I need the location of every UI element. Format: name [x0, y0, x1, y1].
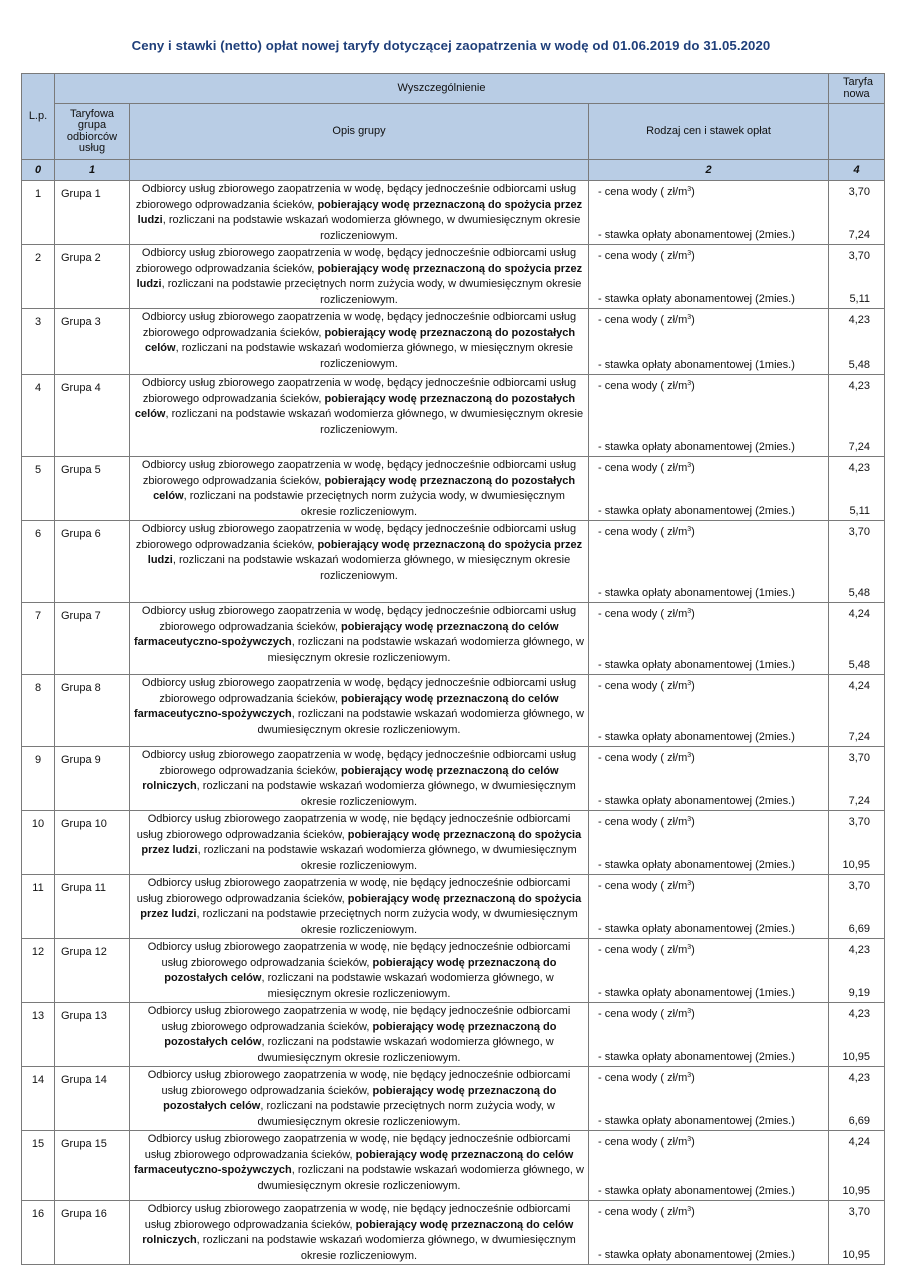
description-text: Odbiorcy usług zbiorowego zaopatrzenia w wodę, nie będący jednocześnie odbiorcami usług zbiorowego odprowadzania ścieków, — [147, 1069, 571, 1097]
row-rate-types — [589, 309, 829, 375]
price-value: 4,23 — [848, 944, 871, 956]
row-lp: 7 — [22, 603, 55, 675]
description-bold: pobierający wodę przeznaczoną do spożycia przez ludzi — [140, 892, 582, 920]
price-value: 3,70 — [848, 186, 871, 198]
row-lp: 8 — [22, 675, 55, 747]
fee-value: 5,48 — [848, 359, 871, 371]
row-group: Grupa 7 — [55, 603, 130, 675]
header-taryfa: Taryfa nowa — [829, 74, 885, 104]
header-lp: L.p. — [22, 74, 55, 160]
table-row — [22, 181, 885, 245]
price-value: 4,24 — [848, 680, 871, 692]
description-bold: pobierający wodę przeznaczoną do celów farmaceutyczno-spożywczych — [134, 620, 559, 648]
row-group: Grupa 15 — [55, 1131, 130, 1201]
fee-label: - stawka opłaty abonamentowej (2mies.) — [598, 731, 795, 743]
col-number-taryfa: 4 — [829, 160, 885, 181]
description-bold: pobierający wodę przeznaczoną do celów farmaceutyczno-spożywczych — [134, 692, 559, 720]
page-title: Ceny i stawki (netto) opłat nowej taryfy dotyczącej zaopatrzenia w wodę od 01.06.2019 do 31.05.2020 — [131, 38, 771, 53]
row-rate-types — [589, 1131, 829, 1201]
price-value: 4,23 — [848, 1008, 871, 1020]
tariff-table — [21, 73, 885, 1265]
description-text: Odbiorcy usług zbiorowego zaopatrzenia w wodę, nie będący jednocześnie odbiorcami usług zbiorowego odprowadzania ścieków, — [136, 877, 571, 905]
row-description — [130, 245, 589, 309]
row-values — [829, 1201, 885, 1265]
description-text-end: , rozliczani na podstawie przeciętnych norm zużycia wody, w dwumiesięcznym okresie rozliczeniowym. — [183, 490, 565, 518]
row-lp: 12 — [22, 939, 55, 1003]
price-value: 3,70 — [848, 816, 871, 828]
price-value: 4,23 — [848, 1072, 871, 1084]
row-lp: 4 — [22, 375, 55, 457]
header-opis: Opis grupy — [130, 104, 589, 160]
fee-label: - stawka opłaty abonamentowej (2mies.) — [598, 923, 795, 935]
description-text: Odbiorcy usług zbiorowego zaopatrzenia w wodę, będący jednocześnie odbiorcami usług zbiorowego odprowadzania ścieków, — [141, 459, 577, 487]
description-text-end: , rozliczani na podstawie wskazań wodomierza głównego, w dwumiesięcznym okresie rozliczeniowym. — [257, 1036, 554, 1064]
price-label: - cena wody ( $zł/m^3$) — [598, 380, 695, 392]
fee-value: 5,48 — [848, 587, 871, 599]
row-description — [130, 1131, 589, 1201]
row-rate-types — [589, 1201, 829, 1265]
fee-label: - stawka opłaty abonamentowej (2mies.) — [598, 1185, 795, 1197]
table-row — [22, 375, 885, 457]
description-bold: pobierający wodę przeznaczoną do pozostałych celów — [164, 1020, 557, 1048]
header-taryfa-blank — [829, 104, 885, 160]
row-rate-types — [589, 245, 829, 309]
row-values — [829, 375, 885, 457]
fee-label: - stawka opłaty abonamentowej (2mies.) — [598, 229, 795, 241]
description-text-end: , rozliczani na podstawie wskazań wodomierza głównego, w miesięcznym okresie rozliczeniowym. — [261, 972, 554, 1000]
row-description — [130, 875, 589, 939]
row-values — [829, 875, 885, 939]
table-row — [22, 939, 885, 1003]
row-rate-types — [589, 1067, 829, 1131]
row-rate-types — [589, 603, 829, 675]
price-label: - cena wody ( $zł/m^3$) — [598, 944, 695, 956]
price-label: - cena wody ( $zł/m^3$) — [598, 314, 695, 326]
description-text: Odbiorcy usług zbiorowego zaopatrzenia w wodę, nie będący jednocześnie odbiorcami usług zbiorowego odprowadzania ścieków, — [136, 813, 571, 841]
fee-label: - stawka opłaty abonamentowej (2mies.) — [598, 293, 795, 305]
description-text: Odbiorcy usług zbiorowego zaopatrzenia w wodę, będący jednocześnie odbiorcami usług zbiorowego odprowadzania ścieków, — [135, 183, 577, 211]
fee-value: 9,19 — [848, 987, 871, 999]
row-rate-types — [589, 1003, 829, 1067]
price-label: - cena wody ( $zł/m^3$) — [598, 1206, 695, 1218]
row-lp: 5 — [22, 457, 55, 521]
description-text-end: , rozliczani na podstawie wskazań wodomierza głównego, w miesięcznym okresie rozliczeniowym. — [267, 636, 584, 664]
price-value: 4,23 — [848, 380, 871, 392]
description-bold: pobierający wodę przeznaczoną do pozostałych celów — [164, 956, 557, 984]
header-rodzaj: Rodzaj cen i stawek opłat — [589, 104, 829, 160]
row-description — [130, 1003, 589, 1067]
table-row — [22, 747, 885, 811]
header-grupa: Taryfowa grupa odbiorców usług — [55, 104, 130, 160]
fee-value: 7,24 — [848, 731, 871, 743]
row-description — [130, 603, 589, 675]
description-bold: pobierający wodę przeznaczoną do celów rolniczych — [142, 764, 559, 792]
header-wyszczegolnienie: Wyszczególnienie — [55, 74, 829, 104]
row-lp: 14 — [22, 1067, 55, 1131]
table-row — [22, 675, 885, 747]
col-number-lp: 0 — [22, 160, 55, 181]
description-bold: pobierający wodę przeznaczoną do spożycia przez ludzi — [147, 538, 583, 566]
row-description — [130, 521, 589, 603]
description-bold: pobierający wodę przeznaczoną do pozostałych celów — [145, 326, 576, 354]
description-text-end: , rozliczani na podstawie wskazań wodomierza głównego, w dwumiesięcznym okresie rozliczeniowym. — [257, 1164, 584, 1192]
fee-label: - stawka opłaty abonamentowej (1mies.) — [598, 987, 795, 999]
table-row — [22, 875, 885, 939]
col-number-opis — [130, 160, 589, 181]
row-group: Grupa 13 — [55, 1003, 130, 1067]
table-row — [22, 811, 885, 875]
fee-value: 6,69 — [848, 1115, 871, 1127]
row-group: Grupa 16 — [55, 1201, 130, 1265]
price-label: - cena wody ( $zł/m^3$) — [598, 1072, 695, 1084]
description-text-end: , rozliczani na podstawie przeciętnych norm zużycia wody, w dwumiesięcznym okresie rozliczeniowym. — [161, 278, 582, 306]
row-group: Grupa 11 — [55, 875, 130, 939]
row-description — [130, 181, 589, 245]
row-values — [829, 811, 885, 875]
price-value: 4,23 — [848, 314, 871, 326]
row-lp: 2 — [22, 245, 55, 309]
description-text: Odbiorcy usług zbiorowego zaopatrzenia w wodę, będący jednocześnie odbiorcami usług zbiorowego odprowadzania ścieków, — [141, 749, 577, 777]
description-bold: pobierający wodę przeznaczoną do spożycia przez ludzi — [141, 828, 582, 856]
price-value: 3,70 — [848, 526, 871, 538]
description-text-end: , rozliczani na podstawie wskazań wodomierza głównego, w miesięcznym okresie rozliczeniowym. — [175, 342, 573, 370]
row-lp: 11 — [22, 875, 55, 939]
row-lp: 10 — [22, 811, 55, 875]
row-rate-types — [589, 939, 829, 1003]
row-description — [130, 811, 589, 875]
description-text: Odbiorcy usług zbiorowego zaopatrzenia w wodę, nie będący jednocześnie odbiorcami usług zbiorowego odprowadzania ścieków, — [144, 1133, 571, 1161]
fee-value: 7,24 — [848, 795, 871, 807]
row-values — [829, 181, 885, 245]
price-value: 4,24 — [848, 1136, 871, 1148]
description-bold: pobierający wodę przeznaczoną do celów rolniczych — [142, 1218, 574, 1246]
row-values — [829, 309, 885, 375]
table-row — [22, 457, 885, 521]
row-rate-types — [589, 875, 829, 939]
row-description — [130, 1201, 589, 1265]
fee-value: 7,24 — [848, 441, 871, 453]
description-bold: pobierający wodę przeznaczoną do spożycia przez ludzi — [136, 262, 583, 290]
table-row — [22, 521, 885, 603]
row-lp: 13 — [22, 1003, 55, 1067]
row-rate-types — [589, 811, 829, 875]
row-lp: 1 — [22, 181, 55, 245]
description-text: Odbiorcy usług zbiorowego zaopatrzenia w wodę, będący jednocześnie odbiorcami usług zbiorowego odprowadzania ścieków, — [141, 311, 577, 339]
price-label: - cena wody ( $zł/m^3$) — [598, 1136, 695, 1148]
table-row — [22, 309, 885, 375]
fee-label: - stawka opłaty abonamentowej (1mies.) — [598, 359, 795, 371]
price-value: 3,70 — [848, 1206, 871, 1218]
fee-value: 6,69 — [848, 923, 871, 935]
fee-value: 10,95 — [842, 859, 871, 871]
description-text-end: , rozliczani na podstawie przeciętnych norm zużycia wody, w dwumiesięcznym okresie rozliczeniowym. — [196, 908, 578, 936]
fee-label: - stawka opłaty abonamentowej (2mies.) — [598, 1051, 795, 1063]
fee-label: - stawka opłaty abonamentowej (1mies.) — [598, 659, 795, 671]
description-bold: pobierający wodę przeznaczoną do pozostałych celów — [153, 474, 576, 502]
description-text-end: , rozliczani na podstawie wskazań wodomierza głównego, w dwumiesięcznym okresie rozliczeniowym. — [162, 214, 581, 242]
price-label: - cena wody ( $zł/m^3$) — [598, 526, 695, 538]
row-values — [829, 1003, 885, 1067]
description-bold: pobierający wodę przeznaczoną do spożycia przez ludzi — [137, 198, 583, 226]
description-text-end: , rozliczani na podstawie wskazań wodomierza głównego, w dwumiesięcznym okresie rozliczeniowym. — [196, 780, 576, 808]
price-label: - cena wody ( $zł/m^3$) — [598, 186, 695, 198]
fee-value: 10,95 — [842, 1185, 871, 1197]
price-value: 3,70 — [848, 752, 871, 764]
row-values — [829, 939, 885, 1003]
description-bold: pobierający wodę przeznaczoną do celów farmaceutyczno-spożywczych — [134, 1148, 574, 1176]
description-bold: pobierający wodę przeznaczoną do pozostałych celów — [134, 392, 576, 420]
table-row — [22, 1131, 885, 1201]
row-rate-types — [589, 181, 829, 245]
description-text: Odbiorcy usług zbiorowego zaopatrzenia w wodę, będący jednocześnie odbiorcami usług zbiorowego odprowadzania ścieków, — [141, 377, 577, 405]
description-text-end: , rozliczani na podstawie wskazań wodomierza głównego, w dwumiesięcznym okresie rozliczeniowym. — [257, 708, 584, 736]
price-value: 4,23 — [848, 462, 871, 474]
row-group: Grupa 5 — [55, 457, 130, 521]
row-group: Grupa 9 — [55, 747, 130, 811]
fee-value: 5,11 — [849, 293, 871, 305]
description-text: Odbiorcy usług zbiorowego zaopatrzenia w wodę, nie będący jednocześnie odbiorcami usług zbiorowego odprowadzania ścieków, — [144, 1203, 571, 1231]
price-label: - cena wody ( $zł/m^3$) — [598, 880, 695, 892]
table-row — [22, 1201, 885, 1265]
fee-value: 5,11 — [849, 505, 871, 517]
price-label: - cena wody ( $zł/m^3$) — [598, 752, 695, 764]
row-description — [130, 457, 589, 521]
row-rate-types — [589, 457, 829, 521]
row-values — [829, 521, 885, 603]
row-description — [130, 675, 589, 747]
row-values — [829, 1067, 885, 1131]
fee-value: 5,48 — [848, 659, 871, 671]
fee-label: - stawka opłaty abonamentowej (2mies.) — [598, 859, 795, 871]
row-lp: 9 — [22, 747, 55, 811]
price-label: - cena wody ( $zł/m^3$) — [598, 816, 695, 828]
row-values — [829, 603, 885, 675]
row-description — [130, 375, 589, 457]
col-number-grupa: 1 — [55, 160, 130, 181]
row-group: Grupa 14 — [55, 1067, 130, 1131]
row-lp: 6 — [22, 521, 55, 603]
row-values — [829, 457, 885, 521]
row-values — [829, 1131, 885, 1201]
fee-label: - stawka opłaty abonamentowej (2mies.) — [598, 795, 795, 807]
price-value: 3,70 — [848, 250, 871, 262]
row-values — [829, 675, 885, 747]
table-row — [22, 1003, 885, 1067]
fee-value: 10,95 — [842, 1051, 871, 1063]
row-group: Grupa 6 — [55, 521, 130, 603]
fee-label: - stawka opłaty abonamentowej (2mies.) — [598, 505, 795, 517]
table-row — [22, 1067, 885, 1131]
row-rate-types — [589, 375, 829, 457]
row-group: Grupa 1 — [55, 181, 130, 245]
price-label: - cena wody ( $zł/m^3$) — [598, 1008, 695, 1020]
description-text-end: , rozliczani na podstawie wskazań wodomierza głównego, w dwumiesięcznym okresie rozliczeniowym. — [196, 1234, 576, 1262]
fee-value: 10,95 — [842, 1249, 871, 1261]
description-text: Odbiorcy usług zbiorowego zaopatrzenia w wodę, nie będący jednocześnie odbiorcami usług zbiorowego odprowadzania ścieków, — [147, 1005, 571, 1033]
row-description — [130, 309, 589, 375]
row-rate-types — [589, 675, 829, 747]
row-description — [130, 939, 589, 1003]
row-lp: 16 — [22, 1201, 55, 1265]
table-row — [22, 245, 885, 309]
fee-label: - stawka opłaty abonamentowej (2mies.) — [598, 1249, 795, 1261]
row-values — [829, 747, 885, 811]
row-lp: 3 — [22, 309, 55, 375]
fee-label: - stawka opłaty abonamentowej (1mies.) — [598, 587, 795, 599]
description-text: Odbiorcy usług zbiorowego zaopatrzenia w wodę, będący jednocześnie odbiorcami usług zbiorowego odprowadzania ścieków, — [141, 605, 577, 633]
row-group: Grupa 8 — [55, 675, 130, 747]
description-text-end: , rozliczani na podstawie przeciętnych norm zużycia wody, w dwumiesięcznym okresie rozliczeniowym. — [257, 1100, 555, 1128]
row-rate-types — [589, 747, 829, 811]
fee-value: 7,24 — [848, 229, 871, 241]
row-group: Grupa 12 — [55, 939, 130, 1003]
price-label: - cena wody ( $zł/m^3$) — [598, 462, 695, 474]
fee-label: - stawka opłaty abonamentowej (2mies.) — [598, 441, 795, 453]
description-text: Odbiorcy usług zbiorowego zaopatrzenia w wodę, będący jednocześnie odbiorcami usług zbiorowego odprowadzania ścieków, — [141, 677, 577, 705]
row-group: Grupa 2 — [55, 245, 130, 309]
price-value: 4,24 — [848, 608, 871, 620]
price-label: - cena wody ( $zł/m^3$) — [598, 680, 695, 692]
row-group: Grupa 3 — [55, 309, 130, 375]
description-text: Odbiorcy usług zbiorowego zaopatrzenia w wodę, nie będący jednocześnie odbiorcami usług zbiorowego odprowadzania ścieków, — [147, 941, 571, 969]
fee-label: - stawka opłaty abonamentowej (2mies.) — [598, 1115, 795, 1127]
description-text: Odbiorcy usług zbiorowego zaopatrzenia w wodę, będący jednocześnie odbiorcami usług zbiorowego odprowadzania ścieków, — [135, 247, 577, 275]
row-rate-types — [589, 521, 829, 603]
row-group: Grupa 4 — [55, 375, 130, 457]
row-values — [829, 245, 885, 309]
description-text: Odbiorcy usług zbiorowego zaopatrzenia w wodę, będący jednocześnie odbiorcami usług zbiorowego odprowadzania ścieków, — [135, 523, 577, 551]
table-row — [22, 603, 885, 675]
description-text-end: , rozliczani na podstawie wskazań wodomierza głównego, w dwumiesięcznym okresie rozliczeniowym. — [165, 408, 584, 436]
description-text-end: , rozliczani na podstawie wskazań wodomierza głównego, w dwumiesięcznym okresie rozliczeniowym. — [197, 844, 577, 872]
price-label: - cena wody ( $zł/m^3$) — [598, 250, 695, 262]
price-value: 3,70 — [848, 880, 871, 892]
col-number-rodzaj: 2 — [589, 160, 829, 181]
row-description — [130, 1067, 589, 1131]
description-text-end: , rozliczani na podstawie wskazań wodomierza głównego, w miesięcznym okresie rozliczeniowym. — [172, 554, 571, 582]
row-lp: 15 — [22, 1131, 55, 1201]
price-label: - cena wody ( $zł/m^3$) — [598, 608, 695, 620]
description-bold: pobierający wodę przeznaczoną do pozostałych celów — [163, 1084, 557, 1112]
row-group: Grupa 10 — [55, 811, 130, 875]
table-body — [22, 181, 885, 1265]
row-description — [130, 747, 589, 811]
